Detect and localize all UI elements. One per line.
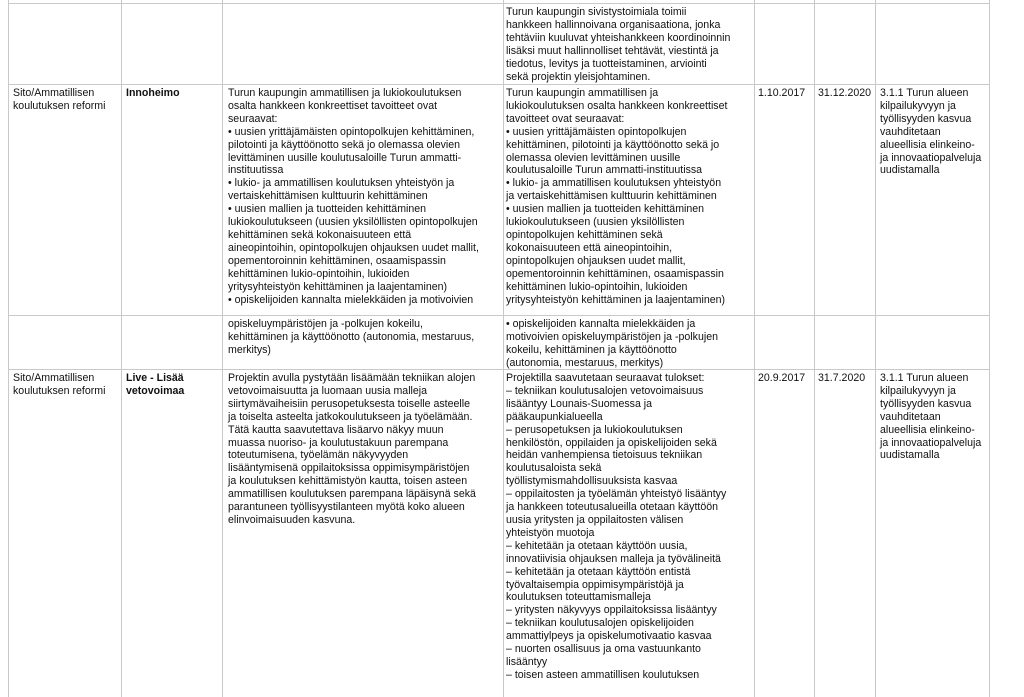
- description-cell: Turun kaupungin ammatillisen ja lukiokoulutuksen osalta hankkeen konkreettiset tavoitteet ovat seuraavat: • uusien yrittäjämäisten opintopolkujen kehittäminen, pilotointi ja käyttöönotto sekä jo olemassa olevien levittäminen uusille koulutusaloille Turun ammatti- instituutissa • lukio- ja ammatillisen koulutuksen yhteistyön ja vertaiskehittämisen kulttuurin kehittäminen • uusien mallien ja tuotteiden kehittäminen lukiokoulutukseen (uusien yksilöllisten opintopolkujen kehittäminen sekä kokonaisuuteen että aineopintoihin, opintopolkujen ohjauksen uudet mallit, opementoroinnin kehittäminen, osaamispassin kehittäminen lukio-opintoihin, lukioiden yritysyhteistyön kehittäminen ja laajentaminen) • opiskelijoiden kannalta mielekkäiden ja motivoivien: [228, 87, 479, 306]
- column-border: [503, 0, 504, 697]
- project-name-cell: Live - Lisää vetovoimaa: [126, 372, 185, 397]
- row-border: [8, 369, 990, 370]
- row-border: [8, 315, 990, 316]
- column-border: [875, 0, 876, 697]
- end-date-cell: 31.12.2020: [818, 87, 872, 99]
- column-border: [222, 0, 223, 697]
- end-date-cell: 31.7.2020: [818, 372, 866, 384]
- objective-cell: 3.1.1 Turun alueen kilpailukyvyyn ja työllisyyden kasvua vauhditetaan alueellisia elinkeino- ja innovaatiopalveluja uudistamalla: [880, 372, 982, 462]
- program-cell: Sito/Ammatillisen koulutuksen reformi: [13, 87, 106, 112]
- column-border: [8, 0, 9, 697]
- result-continuation-cell: • opiskelijoiden kannalta mielekkäiden ja motivoivien opiskeluympäristöjen ja -polkujen kokeilu, kehittäminen ja käyttöönotto (autonomia, mestaruus, merkitys): [506, 318, 718, 369]
- description-continuation-cell: opiskeluympäristöjen ja -polkujen kokeilu, kehittäminen ja käyttöönotto (autonomia, mestaruus, merkitys): [228, 318, 475, 356]
- project-name-cell: Innoheimo: [126, 87, 180, 99]
- description-cell: Projektin avulla pystytään lisäämään tekniikan alojen vetovoimaisuutta ja luomaan uusia malleja siirtymävaiheisiin perusopetuksesta toiselle asteelle ja toiselta asteelta jatkokoulutukseen ja työelämään. Tätä kautta saavutettava lisäarvo näkyy muun muassa nuoriso- ja koulutustakuun parempana toteutumisena, työelämän näkyvyyden lisääntymisenä oppilaitoksissa oppimisympäristöjen ja koulutuksen kehittämistyön kautta, toisen asteen ammatillisen koulutuksen parempana läpäisynä sekä parantuneen työllisyystilanteen myötä koko alueen elinvoimaisuuden kasvuna.: [228, 372, 476, 526]
- row-border: [8, 3, 990, 4]
- result-cell: Turun kaupungin ammatillisen ja lukiokoulutuksen osalta hankkeen konkreettiset tavoitteet ovat seuraavat: • uusien yrittäjämäisten opintopolkujen kehittäminen, pilotointi ja käyttöönotto sekä jo olemassa olevien levittäminen uusille koulutusaloille Turun ammatti-instituutissa • lukio- ja ammatillisen koulutuksen yhteistyön ja vertaiskehittämisen kulttuurin kehittäminen • uusien mallien ja tuotteiden kehittäminen lukiokoulutukseen (uusien yksilöllisten opintopolkujen kehittäminen sekä kokonaisuuteen että aineopintoihin, opintopolkujen ohjauksen uudet mallit, opementoroinnin kehittäminen, osaamispassin kehittäminen lukio-opintoihin, lukioiden yritysyhteistyön kehittäminen ja laajentaminen): [506, 87, 728, 306]
- row-border: [8, 84, 990, 85]
- program-cell: Sito/Ammatillisen koulutuksen reformi: [13, 372, 106, 397]
- start-date-cell: 1.10.2017: [758, 87, 806, 99]
- column-border: [754, 0, 755, 697]
- start-date-cell: 20.9.2017: [758, 372, 806, 384]
- column-border: [814, 0, 815, 697]
- objective-cell: 3.1.1 Turun alueen kilpailukyvyyn ja työllisyyden kasvua vauhditetaan alueellisia elinkeino- ja innovaatiopalveluja uudistamalla: [880, 87, 982, 177]
- result-cell: Turun kaupungin sivistystoimiala toimii hankkeen hallinnoivana organisaationa, jonka tehtäviin kuuluvat yhteishankkeen koordinoinnin lisäksi muut hallinnolliset tehtävät, viestintä ja tiedotus, levitys ja tuotteistaminen, arviointi sekä projektin yleisjohtaminen.: [506, 6, 731, 83]
- column-border: [121, 0, 122, 697]
- result-cell: Projektilla saavutetaan seuraavat tulokset: – tekniikan koulutusalojen vetovoimaisuus lisääntyy Lounais-Suomessa ja pääkaupunkialueella – perusopetuksen ja lukiokoulutuksen henkilöstön, oppilaiden ja opiskelijoiden sekä heidän vanhempiensa tietoisuus tekniikan koulutusaloista sekä työllistymismahdollisuuksista kasvaa – oppilaitosten ja työelämän yhteistyö lisääntyy ja hankkeen toteutusalueilla otetaan käyttöön uusia yritysten ja oppilaitosten välisen yhteistyön muotoja – kehitetään ja otetaan käyttöön uusia, innovatiivisia ohjauksen malleja ja työvälineitä – kehitetään ja otetaan käyttöön entistä työvaltaisempia oppimisympäristöjä ja koulutuksen toteuttamismalleja – yritysten näkyvyys oppilaitoksissa lisääntyy – tekniikan koulutusalojen opiskelijoiden ammattiylpeys ja opiskelumotivaatio kasvaa – nuorten osallisuus ja oma vastuunkanto lisääntyy – toisen asteen ammatillisen koulutuksen: [506, 372, 727, 681]
